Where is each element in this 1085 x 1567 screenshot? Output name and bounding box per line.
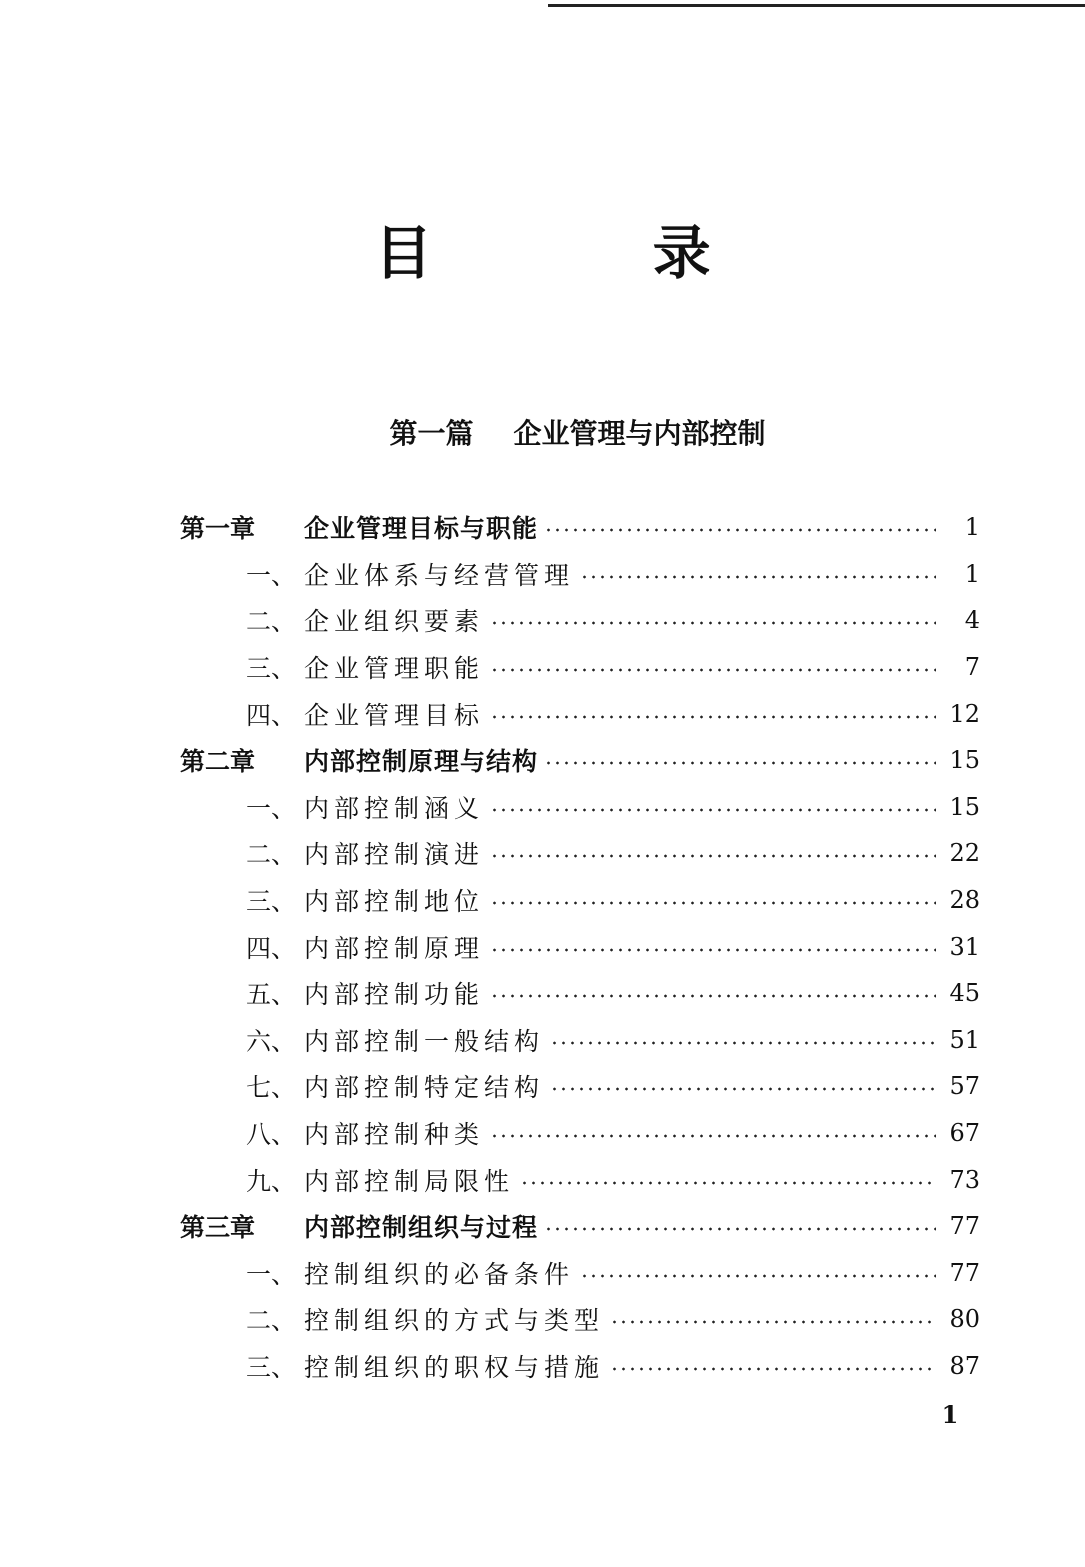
toc-section-number: 一、 (246, 793, 297, 823)
toc-section-title: 内部控制原理 (304, 933, 485, 963)
toc-section-title: 企业体系与经营管理 (304, 560, 575, 590)
toc-page-number: 67 (949, 1119, 980, 1148)
dot-leader (544, 761, 936, 765)
toc-section-title: 控制组织的必备条件 (304, 1259, 575, 1289)
toc-section[interactable] (180, 1343, 980, 1390)
dot-leader (490, 854, 936, 858)
dot-leader (544, 1227, 936, 1231)
toc-section[interactable] (180, 1110, 980, 1157)
dot-leader (490, 948, 936, 952)
toc-section[interactable] (180, 551, 980, 598)
toc-section-title: 控制组织的职权与措施 (304, 1352, 605, 1382)
toc-page-number: 77 (949, 1212, 980, 1241)
toc-page-number: 4 (964, 606, 980, 635)
dot-leader (550, 1041, 936, 1045)
toc-page-number: 1 (964, 513, 980, 542)
toc-section-title: 控制组织的方式与类型 (304, 1306, 605, 1336)
toc-section-title: 内部控制特定结构 (304, 1073, 545, 1103)
toc-chapter-1[interactable] (180, 504, 980, 551)
toc-section-number: 九、 (246, 1166, 297, 1196)
page-title: 目 录 (374, 219, 811, 287)
toc-section-title: 企业管理目标 (304, 700, 485, 730)
toc-section-number: 八、 (246, 1120, 297, 1150)
toc-section-title: 内部控制涵义 (304, 793, 485, 823)
toc-section-number: 六、 (246, 1026, 297, 1056)
dot-leader (490, 1134, 936, 1138)
toc-section-number: 一、 (246, 560, 297, 590)
toc-section[interactable] (180, 1063, 980, 1110)
dot-leader (520, 1181, 936, 1185)
toc-page-number: 80 (949, 1305, 980, 1334)
dot-leader (580, 1274, 936, 1278)
toc-section-number: 一、 (246, 1259, 297, 1289)
toc-chapter-3[interactable] (180, 1203, 980, 1250)
toc-section[interactable] (180, 1296, 980, 1343)
top-border-rule (548, 4, 1085, 7)
toc-page-number: 87 (949, 1351, 980, 1380)
toc-page-number: 15 (949, 792, 980, 821)
toc-section-number: 二、 (246, 607, 297, 637)
toc-section[interactable] (180, 784, 980, 831)
toc-section-title: 内部控制局限性 (304, 1166, 515, 1196)
toc-section[interactable] (180, 1250, 980, 1297)
dot-leader (544, 528, 936, 532)
toc-section-title: 内部控制地位 (304, 887, 485, 917)
toc-chapter-number: 第三章 (180, 1213, 256, 1243)
dot-leader (490, 994, 936, 998)
toc-section-number: 三、 (246, 887, 297, 917)
dot-leader (550, 1087, 936, 1091)
toc-section-title: 内部控制功能 (304, 980, 485, 1010)
toc-section-title: 内部控制种类 (304, 1120, 485, 1150)
toc-page-number: 51 (949, 1025, 980, 1054)
toc-page-number: 12 (949, 699, 980, 728)
toc-page-number: 15 (949, 746, 980, 775)
page-number: 1 (941, 1400, 959, 1429)
toc-section[interactable] (180, 644, 980, 691)
dot-leader (490, 808, 936, 812)
toc-chapter-2[interactable] (180, 737, 980, 784)
toc-page-number: 45 (949, 979, 980, 1008)
toc-section[interactable] (180, 597, 980, 644)
toc-chapter-number: 第二章 (180, 747, 256, 777)
toc-page-number: 22 (949, 839, 980, 868)
toc-page-number: 1 (964, 559, 980, 588)
dot-leader (490, 715, 936, 719)
toc-chapter-number: 第一章 (180, 514, 256, 544)
part-label: 第一篇 (389, 417, 474, 450)
toc-section[interactable] (180, 923, 980, 970)
table-of-contents (180, 504, 980, 1389)
dot-leader (610, 1320, 936, 1324)
dot-leader (580, 575, 936, 579)
toc-section[interactable] (180, 877, 980, 924)
toc-section-number: 四、 (246, 933, 297, 963)
toc-page-number: 28 (949, 886, 980, 915)
dot-leader (490, 621, 936, 625)
toc-section-number: 二、 (246, 1306, 297, 1336)
toc-page-number: 31 (949, 932, 980, 961)
toc-section-number: 三、 (246, 654, 297, 684)
toc-section-title: 企业组织要素 (304, 607, 485, 637)
toc-section[interactable] (180, 970, 980, 1017)
toc-section[interactable] (180, 1017, 980, 1064)
toc-chapter-title: 内部控制原理与结构 (304, 747, 539, 777)
toc-page-number: 57 (949, 1072, 980, 1101)
toc-section[interactable] (180, 690, 980, 737)
toc-section-number: 五、 (246, 980, 297, 1010)
toc-page-number: 7 (964, 653, 980, 682)
dot-leader (490, 668, 936, 672)
toc-chapter-title: 企业管理目标与职能 (304, 514, 539, 544)
toc-section-number: 二、 (246, 840, 297, 870)
part-title: 企业管理与内部控制 (513, 417, 766, 450)
toc-section-number: 四、 (246, 700, 297, 730)
toc-chapter-title: 内部控制组织与过程 (304, 1213, 539, 1243)
toc-section-number: 七、 (246, 1073, 297, 1103)
part-heading (0, 414, 1085, 454)
toc-section-title: 内部控制演进 (304, 840, 485, 870)
toc-page-number: 73 (949, 1165, 980, 1194)
dot-leader (490, 901, 936, 905)
toc-section[interactable] (180, 1156, 980, 1203)
dot-leader (610, 1367, 936, 1371)
toc-section-title: 内部控制一般结构 (304, 1026, 545, 1056)
toc-section-number: 三、 (246, 1352, 297, 1382)
toc-section[interactable] (180, 830, 980, 877)
toc-section-title: 企业管理职能 (304, 654, 485, 684)
toc-page-number: 77 (949, 1258, 980, 1287)
